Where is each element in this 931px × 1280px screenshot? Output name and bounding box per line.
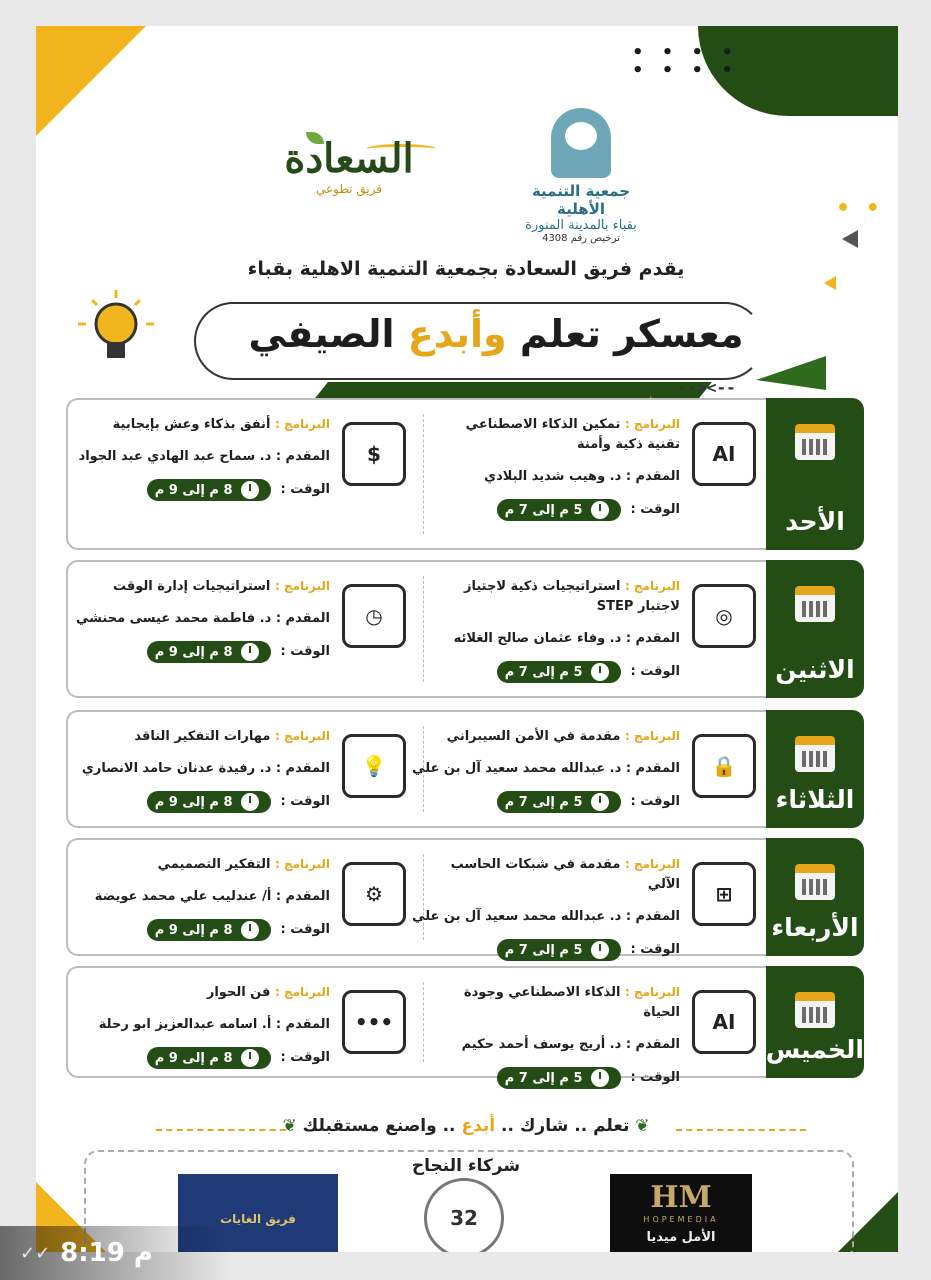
program-row xyxy=(74,982,330,1003)
presenter-name: د. رفيدة عدنان حامد الانصاري xyxy=(81,761,272,776)
presenter-label: المقدم : xyxy=(275,889,330,904)
time-badge xyxy=(147,1047,271,1069)
presenter-name: د. عبدالله محمد سعيد آل بن علي xyxy=(412,909,622,924)
time-value: 5 م إلى 7 م xyxy=(504,664,583,680)
session-info xyxy=(74,982,330,1081)
program-label: البرنامج : xyxy=(274,417,330,431)
calendar-icon xyxy=(795,864,835,900)
session xyxy=(68,562,414,696)
time-row xyxy=(74,919,330,941)
program-label: البرنامج : xyxy=(624,857,680,871)
time-row xyxy=(74,791,330,813)
program-label: البرنامج : xyxy=(624,985,680,999)
time-badge xyxy=(147,791,271,813)
session xyxy=(412,712,764,826)
clock-icon xyxy=(241,793,259,811)
presenter-label: المقدم : xyxy=(625,1037,680,1052)
time-label: الوقت : xyxy=(280,1050,330,1065)
clock-icon xyxy=(591,941,609,959)
presenter-label: المقدم : xyxy=(275,1017,330,1032)
association-name: جمعية التنمية الأهلية xyxy=(531,182,631,218)
presenter-label: المقدم : xyxy=(275,611,330,626)
session-info xyxy=(430,414,680,533)
program-title: مقدمة في شبكات الحاسب الآلي xyxy=(450,857,680,892)
association-logo xyxy=(506,108,656,244)
time-value: 5 م إلى 7 م xyxy=(504,502,583,518)
program-title: مهارات التفكير الناقد xyxy=(134,729,271,744)
time-badge xyxy=(147,919,271,941)
session-icon: $ xyxy=(342,422,406,486)
read-receipt-icon: ✓✓ xyxy=(20,1242,51,1264)
calendar-icon xyxy=(795,992,835,1028)
session-info xyxy=(74,854,330,953)
presenter-row xyxy=(74,887,330,907)
title-part-1: معسكر تعلم xyxy=(519,312,744,356)
time-row xyxy=(430,791,680,813)
program-title: تمكين الذكاء الاصطناعي تقنية ذكية وأمنة xyxy=(465,417,680,452)
paper-plane-icon xyxy=(756,356,826,390)
time-row xyxy=(74,1047,330,1069)
session-info xyxy=(412,854,680,973)
program-row xyxy=(74,854,330,875)
day-card xyxy=(66,966,864,1086)
time-label: الوقت : xyxy=(630,1070,680,1085)
motto-part-2: .. واصنع مستقبلك xyxy=(302,1116,456,1136)
partner-logo-2: 32 xyxy=(424,1178,504,1252)
team-logo xyxy=(264,136,434,196)
session-icon: ◷ xyxy=(342,584,406,648)
presenter-name: د. فاطمة محمد عيسى محنشي xyxy=(76,611,272,626)
program-label: البرنامج : xyxy=(624,417,680,431)
time-label: الوقت : xyxy=(280,922,330,937)
time-value: 5 م إلى 7 م xyxy=(504,1070,583,1086)
dots-decoration: • • • • • • • • xyxy=(632,42,739,81)
day-card xyxy=(66,838,864,956)
session-icon: AI xyxy=(692,422,756,486)
time-row xyxy=(74,479,330,501)
program-row xyxy=(430,982,680,1023)
time-value: 5 م إلى 7 م xyxy=(504,794,583,810)
session xyxy=(68,400,414,548)
presenter-row xyxy=(74,759,330,779)
presents-line: يقدم فريق السعادة بجمعية التنمية الاهلية بقباء xyxy=(247,258,685,280)
day-tab xyxy=(766,560,864,698)
title-part-2: الصيفي xyxy=(248,312,395,356)
program-title: التفكير التصميمي xyxy=(157,857,271,872)
time-value: 8 م إلى 9 م xyxy=(154,794,233,810)
day-card xyxy=(66,710,864,828)
session xyxy=(412,840,764,958)
presenter-name: أ/ عندليب علي محمد عويضة xyxy=(94,889,272,904)
day-name: الأربعاء xyxy=(771,913,859,942)
program-title: أنفق بذكاء وعش بإيجابية xyxy=(112,417,271,432)
presenter-row xyxy=(430,1035,680,1055)
session-icon: 💡 xyxy=(342,734,406,798)
time-label: الوقت : xyxy=(630,942,680,957)
session-icon: ⊞ xyxy=(692,862,756,926)
program-row xyxy=(74,576,330,597)
program-row xyxy=(430,576,680,617)
palm-emblem-icon xyxy=(551,108,611,178)
calendar-icon xyxy=(795,736,835,772)
clock-icon xyxy=(241,481,259,499)
triangle-decoration xyxy=(824,276,836,290)
session-info xyxy=(74,576,330,675)
time-label: الوقت : xyxy=(630,794,680,809)
clock-icon xyxy=(591,501,609,519)
lightbulb-icon xyxy=(76,286,156,376)
time-row xyxy=(430,499,680,521)
session-icon: 🔒 xyxy=(692,734,756,798)
time-value: 8 م إلى 9 م xyxy=(154,922,233,938)
time-row xyxy=(430,661,680,683)
session xyxy=(68,968,414,1076)
presenter-name: د. سماح عبد الهادي عبد الجواد xyxy=(78,449,272,464)
day-card xyxy=(66,398,864,550)
page-title xyxy=(226,312,766,356)
time-badge xyxy=(497,661,621,683)
session-info xyxy=(74,726,330,825)
session-icon: ••• xyxy=(342,990,406,1054)
hopemedia-name: HOPEMEDIA xyxy=(643,1215,719,1224)
presenter-row xyxy=(74,447,330,467)
motto xyxy=(136,1116,796,1136)
calendar-icon xyxy=(795,424,835,460)
program-label: البرنامج : xyxy=(274,729,330,743)
session-info xyxy=(430,576,680,695)
dashed-path-decoration: --><-- xyxy=(678,378,736,397)
program-title: استراتيجيات إدارة الوقت xyxy=(112,579,271,594)
corner-decoration xyxy=(36,26,146,136)
session xyxy=(68,712,414,826)
presenter-row xyxy=(412,759,680,779)
title-accent: وأبدع xyxy=(407,312,507,356)
program-title: استراتيجيات ذكية لاجتياز لاجتبار STEP xyxy=(464,579,680,614)
day-name: الأحد xyxy=(785,507,845,536)
association-license: ترخيص رقم 4308 xyxy=(542,233,620,244)
session xyxy=(424,562,764,696)
day-name: الثلاثاء xyxy=(775,785,855,814)
day-tab xyxy=(766,398,864,550)
time-badge xyxy=(497,791,621,813)
program-title: مقدمة في الأمن السيبراني xyxy=(446,729,621,744)
time-label: الوقت : xyxy=(280,644,330,659)
session-info xyxy=(74,414,330,513)
triangle-decoration xyxy=(842,230,858,248)
presenter-row xyxy=(412,907,680,927)
dots-decoration: • • xyxy=(836,196,884,221)
time-value: 8 م إلى 9 م xyxy=(154,1050,233,1066)
program-title: الذكاء الاصطناعي وجودة الحياة xyxy=(463,985,680,1020)
partners-title: شركاء النجاح xyxy=(366,1156,566,1176)
session-icon: AI xyxy=(692,990,756,1054)
session-info xyxy=(412,726,680,825)
presenter-name: د. وفاء عثمان صالح الغلائه xyxy=(453,631,622,646)
time-label: الوقت : xyxy=(280,794,330,809)
program-row xyxy=(430,414,680,455)
time-label: الوقت : xyxy=(630,664,680,679)
session xyxy=(68,840,414,954)
presenter-label: المقدم : xyxy=(625,909,680,924)
team-logo-subtitle: فريق تطوعي xyxy=(315,182,383,196)
presenter-name: د. وهيب شديد البلادي xyxy=(484,469,622,484)
leaf-icon: ❦ xyxy=(282,1116,297,1136)
status-time: 8:19 م xyxy=(60,1238,153,1268)
clock-icon xyxy=(241,643,259,661)
time-label: الوقت : xyxy=(630,502,680,517)
clock-icon xyxy=(591,1069,609,1087)
time-value: 5 م إلى 7 م xyxy=(504,942,583,958)
time-badge xyxy=(147,641,271,663)
day-name: الاثنين xyxy=(775,655,855,684)
program-row xyxy=(74,726,330,747)
clock-icon xyxy=(241,1049,259,1067)
partner-logo-3 xyxy=(610,1174,752,1252)
presenter-label: المقدم : xyxy=(275,449,330,464)
program-label: البرنامج : xyxy=(624,579,680,593)
program-row xyxy=(430,726,680,747)
presenter-label: المقدم : xyxy=(275,761,330,776)
presenter-row xyxy=(74,1015,330,1035)
presenter-name: د. أريج يوسف أحمد حكيم xyxy=(461,1037,622,1052)
time-row xyxy=(74,641,330,663)
presenter-label: المقدم : xyxy=(625,631,680,646)
program-row xyxy=(430,854,680,895)
presenter-row xyxy=(430,629,680,649)
day-tab xyxy=(766,966,864,1078)
time-badge xyxy=(497,499,621,521)
clock-icon xyxy=(591,793,609,811)
program-label: البرنامج : xyxy=(274,857,330,871)
program-label: البرنامج : xyxy=(274,985,330,999)
time-row xyxy=(430,1067,680,1089)
clock-icon xyxy=(591,663,609,681)
time-badge xyxy=(147,479,271,501)
program-label: البرنامج : xyxy=(274,579,330,593)
poster xyxy=(36,26,898,1252)
presenter-name: أ. اسامه عبدالعزيز ابو رحلة xyxy=(98,1017,272,1032)
calendar-icon xyxy=(795,586,835,622)
time-label: الوقت : xyxy=(280,482,330,497)
status-bar xyxy=(0,1226,230,1280)
motto-accent: أبدع xyxy=(461,1116,496,1136)
association-location: بقباء بالمدينة المنورة xyxy=(525,218,637,233)
presenter-name: د. عبدالله محمد سعيد آل بن علي xyxy=(412,761,622,776)
program-row xyxy=(74,414,330,435)
time-badge xyxy=(497,939,621,961)
clock-icon xyxy=(241,921,259,939)
presenter-row xyxy=(430,467,680,487)
day-tab xyxy=(766,710,864,828)
session-icon: ◎ xyxy=(692,584,756,648)
day-card xyxy=(66,560,864,698)
session xyxy=(424,968,764,1086)
leaf-icon: ❦ xyxy=(635,1116,650,1136)
motto-part-1: تعلم .. شارك .. xyxy=(501,1116,630,1136)
session-icon: ⚙ xyxy=(342,862,406,926)
hopemedia-name-ar: الأمل ميديا xyxy=(646,1230,716,1245)
time-value: 8 م إلى 9 م xyxy=(154,644,233,660)
time-value: 8 م إلى 9 م xyxy=(154,482,233,498)
hopemedia-mark: HM xyxy=(650,1180,712,1215)
presenter-label: المقدم : xyxy=(625,469,680,484)
presenter-row xyxy=(74,609,330,629)
time-badge xyxy=(497,1067,621,1089)
team-logo-title: السعادة xyxy=(284,135,414,182)
day-tab xyxy=(766,838,864,956)
partner-logo-1: فريق الغايات xyxy=(178,1174,338,1252)
time-row xyxy=(430,939,680,961)
presenter-label: المقدم : xyxy=(625,761,680,776)
program-title: فن الحوار xyxy=(206,985,271,1000)
session xyxy=(424,400,764,548)
program-label: البرنامج : xyxy=(624,729,680,743)
day-name: الخميس xyxy=(765,1035,864,1064)
session-info xyxy=(430,982,680,1101)
